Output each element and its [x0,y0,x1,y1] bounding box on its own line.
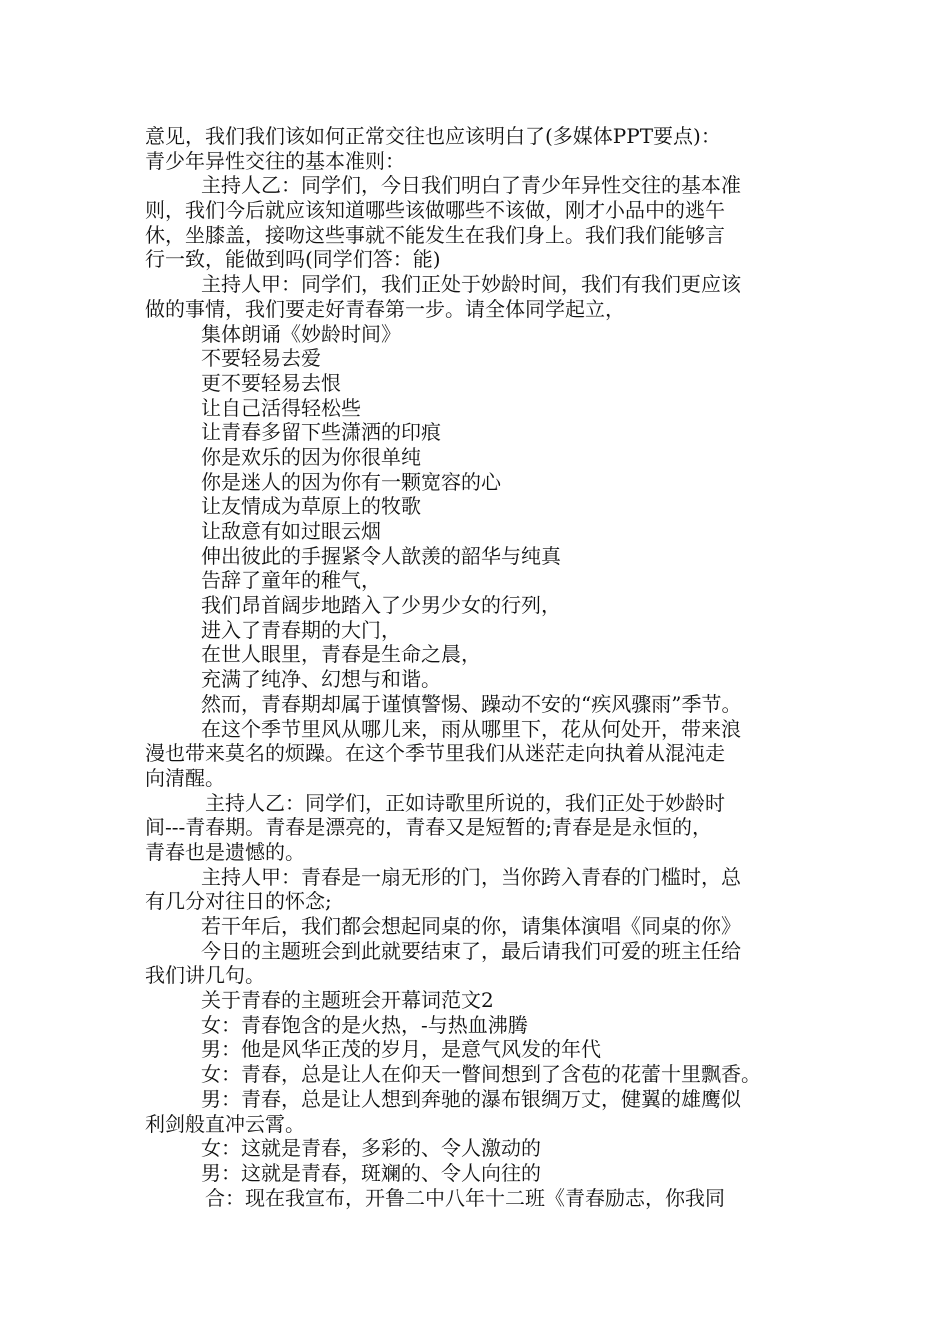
text-line: 男：青春，总是让人想到奔驰的瀑布银绸万丈，健翼的雄鹰似 [201,1086,741,1111]
text-line: 向清醒。 [145,765,225,790]
text-line: 我们昂首阔步地踏入了少男少女的行列， [201,593,561,618]
text-line: 更不要轻易去恨 [201,370,341,395]
text-line: 然而，青春期却属于谨慎警惕、躁动不安的“疾风骤雨”季节。 [201,691,742,716]
text-line: 青春也是遗憾的。 [145,839,305,864]
text-line: 主持人乙：同学们，今日我们明白了青少年异性交往的基本准 [201,173,741,198]
text-line: 休，坐膝盖，接吻这些事就不能发生在我们身上。我们我们能够言 [145,222,725,247]
text-line: 不要轻易去爱 [201,346,321,371]
text-line: 在世人眼里，青春是生命之晨， [201,642,481,667]
text-line: 主持人乙：同学们，正如诗歌里所说的，我们正处于妙龄时 [205,790,725,815]
text-line: 意见，我们我们该如何正常交往也应该明白了(多媒体PPT要点)： [145,124,721,148]
text-line: 主持人甲：青春是一扇无形的门，当你跨入青春的门槛时，总 [201,864,741,889]
text-line: 伸出彼此的手握紧令人歆羡的韶华与纯真 [201,543,561,568]
document-body [145,124,815,1210]
text-line: 间---青春期。青春是漂亮的，青春又是短暂的;青春是是永恒的， [145,815,713,840]
text-line: 女：青春，总是让人在仰天一瞥间想到了含苞的花蕾十里飘香。 [201,1062,761,1087]
text-line: 充满了纯净、幻想与和谐。 [201,667,441,692]
text-line: 男：他是风华正茂的岁月，是意气风发的年代 [201,1037,601,1062]
text-line: 则，我们今后就应该知道哪些该做哪些不该做，刚才小品中的逃午 [145,198,725,223]
text-line: 让敌意有如过眼云烟 [201,519,381,543]
text-line: 若干年后，我们都会想起同桌的你，请集体演唱《同桌的你》 [201,914,741,938]
text-line: 告辞了童年的稚气， [201,568,381,593]
text-line: 关于青春的主题班会开幕词范文2 [201,988,494,1013]
text-line: 做的事情，我们要走好青春第一步。请全体同学起立， [145,296,625,321]
text-line: 你是迷人的因为你有一颗宽容的心 [201,469,501,494]
text-line: 在这个季节里风从哪儿来，雨从哪里下，花从何处开，带来浪 [201,716,741,741]
text-line: 利剑般直冲云霄。 [145,1111,305,1136]
text-line: 主持人甲：同学们，我们正处于妙龄时间，我们有我们更应该 [201,272,741,297]
text-line: 我们讲几句。 [145,963,265,988]
text-line: 行一致，能做到吗(同学们答：能) [145,247,441,272]
text-line: 男：这就是青春，斑斓的、令人向往的 [201,1160,541,1185]
text-line: 合：现在我宣布，开鲁二中八年十二班《青春励志，你我同 [205,1185,725,1210]
text-line: 有几分对往日的怀念; [145,889,332,914]
text-line: 你是欢乐的因为你很单纯 [201,444,421,469]
text-line: 进入了青春期的大门， [201,617,401,642]
text-line: 女：青春饱含的是火热，-与热血沸腾 [201,1012,528,1037]
text-line: 青少年异性交往的基本准则： [145,148,405,173]
text-line: 集体朗诵《妙龄时间》 [201,321,401,346]
text-line: 让自己活得轻松些 [201,395,361,420]
text-line: 让青春多留下些潇洒的印痕 [201,420,441,445]
text-line: 漫也带来莫名的烦躁。在这个季节里我们从迷茫走向执着从混沌走 [145,741,725,766]
text-line: 女：这就是青春，多彩的、令人激动的 [201,1136,541,1161]
text-line: 让友情成为草原上的牧歌 [201,494,421,519]
text-line: 今日的主题班会到此就要结束了，最后请我们可爱的班主任给 [201,938,741,963]
